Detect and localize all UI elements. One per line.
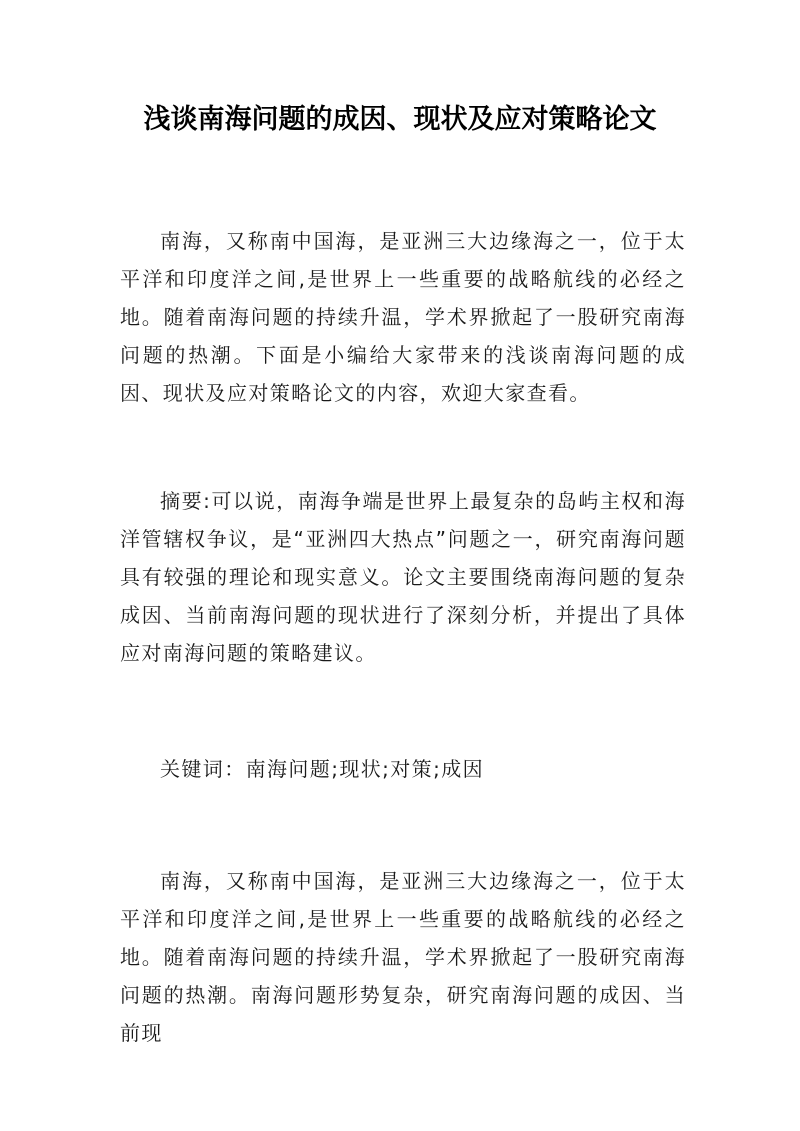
intro-paragraph: 南海，又称南中国海，是亚洲三大边缘海之一，位于太平洋和印度洋之间,是世界上一些重要的战略航线的必经之地。随着南海问题的持续升温，学术界掀起了一股研究南海问题的热潮。下面是小编给大家带来的浅谈南海问题的成因、现状及应对策略论文的内容，欢迎大家查看。 — [120, 229, 686, 405]
body-paragraph: 南海，又称南中国海，是亚洲三大边缘海之一，位于太平洋和印度洋之间,是世界上一些重要的战略航线的必经之地。随着南海问题的持续升温，学术界掀起了一股研究南海问题的热潮。南海问题形势复杂，研究南海问题的成因、当前现 — [120, 869, 686, 1045]
document-title: 浅谈南海问题的成因、现状及应对策略论文 — [143, 104, 657, 135]
abstract-paragraph: 摘要:可以说，南海争端是世界上最复杂的岛屿主权和海洋管辖权争议，是“亚洲四大热点”问题之一，研究南海问题具有较强的理论和现实意义。论文主要围绕南海问题的复杂成因、当前南海问题的现状进行了深刻分析，并提出了具体应对南海问题的策略建议。 — [120, 489, 686, 665]
keywords-paragraph: 关键词：南海问题;现状;对策;成因 — [160, 757, 485, 781]
